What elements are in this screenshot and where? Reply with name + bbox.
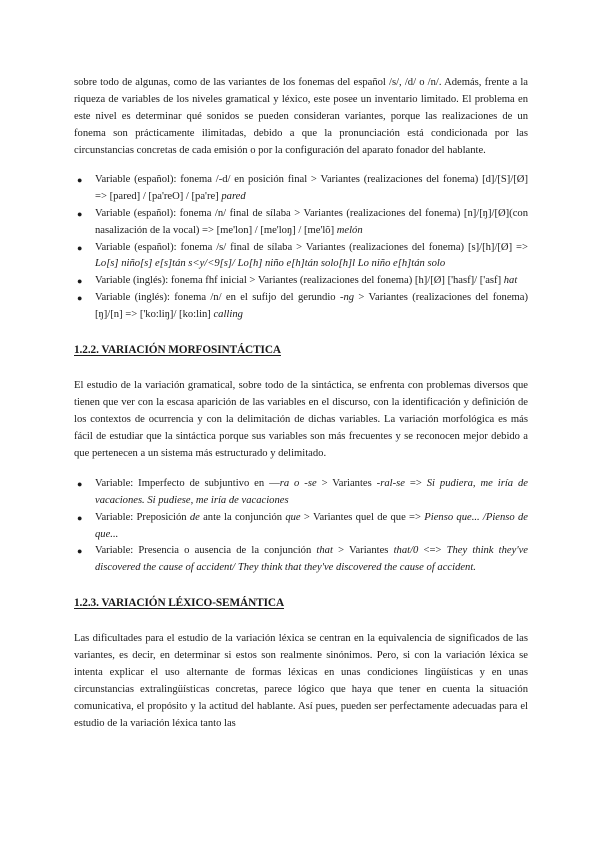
intro-paragraph: sobre todo de algunas, como de las variantes de los fonemas del español /s/, /d/ o /n/. Además, frente a la riqueza de variables de los niveles gramatical y léxico, este posee un inventario limitado. El problema en este nivel es determinar qué sonidos se pueden consideran variantes, porque las realizaciones de un fonema son prácticamente ilimitadas, debido a que la pronunciación está condicionada por las circunstancias concretas de cada emisión o por la configuración del aparato fonador del hablante. [74, 77, 528, 157]
list-item: ● Variable: Preposición de ante la conjunción que > Variantes quel de que => Pienso que... /Pienso de que... [77, 511, 528, 540]
lexical-paragraph: Las dificultades para el estudio de la variación léxica se centran en la equivalencia de significados de las variantes, es decir, en determinar si estos son realmente sinónimos. Pero, si con la variación léxica se intenta explicar el uso alternante de formas léxicas en unas condiciones lingüísticas y en unas circunstancias extralingüísticas concretas, parece lógico que haya que tener en cuenta la situación comunicativa, el propósito y la actitud del hablante. Así pues, pueden ser perfectamente adecuadas para el estudio de la variación léxica tanto las [74, 632, 528, 730]
bullet-icon: ● [77, 512, 83, 523]
list-item: ● Variable: Imperfecto de subjuntivo en —ra o -se > Variantes -ral-se => Si pudiera, me iría de vacaciones. Si pudiese, me iría de vacaciones [77, 478, 528, 506]
morphosyntactic-paragraph: El estudio de la variación gramatical, sobre todo de la sintáctica, se enfrenta con problemas diversos que tienen que ver con la escasa aparición de las variables en el discurso, con la identificación y definición de los contextos de ocurrencia y con la delimitación de dichas variables. La variación morfológica es más fácil de estudiar que la sintáctica porque sus variables son más frecuentes y se reconocen mejor debido a que pertenecen a un sistema más estructurado y delimitado. [74, 379, 528, 460]
list-item: ● Variable (español): fonema /s/ final de sílaba > Variantes (realizaciones del fonema) [s]/[h]/[Ø] => Lo[s] niño[s] e[s]tán s<y/<9[s]/ Lo[h] niño e[h]tán solo[h]l Lo niño e[h]tán solo [77, 241, 528, 270]
grammatical-variables-list [74, 476, 528, 577]
bullet-icon: ● [77, 293, 83, 304]
section-heading-lexico-semantica: 1.2.3. VARIACIÓN LÉXICO-SEMÁNTICA [74, 596, 285, 609]
list-item: ● Variable (español): fonema /-d/ en posición final > Variantes (realizaciones del fonema) [d]/[S]/[Ø] => [pared] / [pa'reO] / [pa're] pared [77, 174, 528, 203]
bullet-icon: ● [77, 479, 83, 490]
list-item: ● Variable (inglés): fonema fhf inicial > Variantes (realizaciones del fonema) [h]/[Ø] ['hasf]/ ['asf] hat [74, 273, 528, 290]
bullet-icon: ● [77, 209, 83, 220]
phonetic-variables-list [74, 172, 528, 323]
page-content [74, 74, 528, 732]
list-item: ● Variable (español): fonema /n/ final de sílaba > Variantes (realizaciones del fonema) [n]/[ŋ]/[Ø](con nasalización de la vocal) => [me'lon] / [me'loŋ] / [me'lõ] melón [77, 208, 528, 236]
list-item: ● Variable: Presencia o ausencia de la conjunción that > Variantes that/0 <=> They think they've discovered the cause of accident/ They think that they've discovered the cause of accident. [77, 545, 528, 574]
bullet-icon: ● [77, 242, 83, 253]
list-item: ● Variable (inglés): fonema /n/ en el sufijo del gerundio -ng > Variantes (realizaciones del fonema) [ŋ]/[n] => ['ko:liŋ]/ [ko:lin] calling [77, 292, 528, 320]
bullet-icon: ● [77, 175, 83, 186]
bullet-icon: ● [77, 546, 83, 557]
bullet-icon: ● [77, 276, 83, 287]
section-heading-morfosintactica: 1.2.2. VARIACIÓN MORFOSINTÁCTICA [74, 343, 281, 356]
